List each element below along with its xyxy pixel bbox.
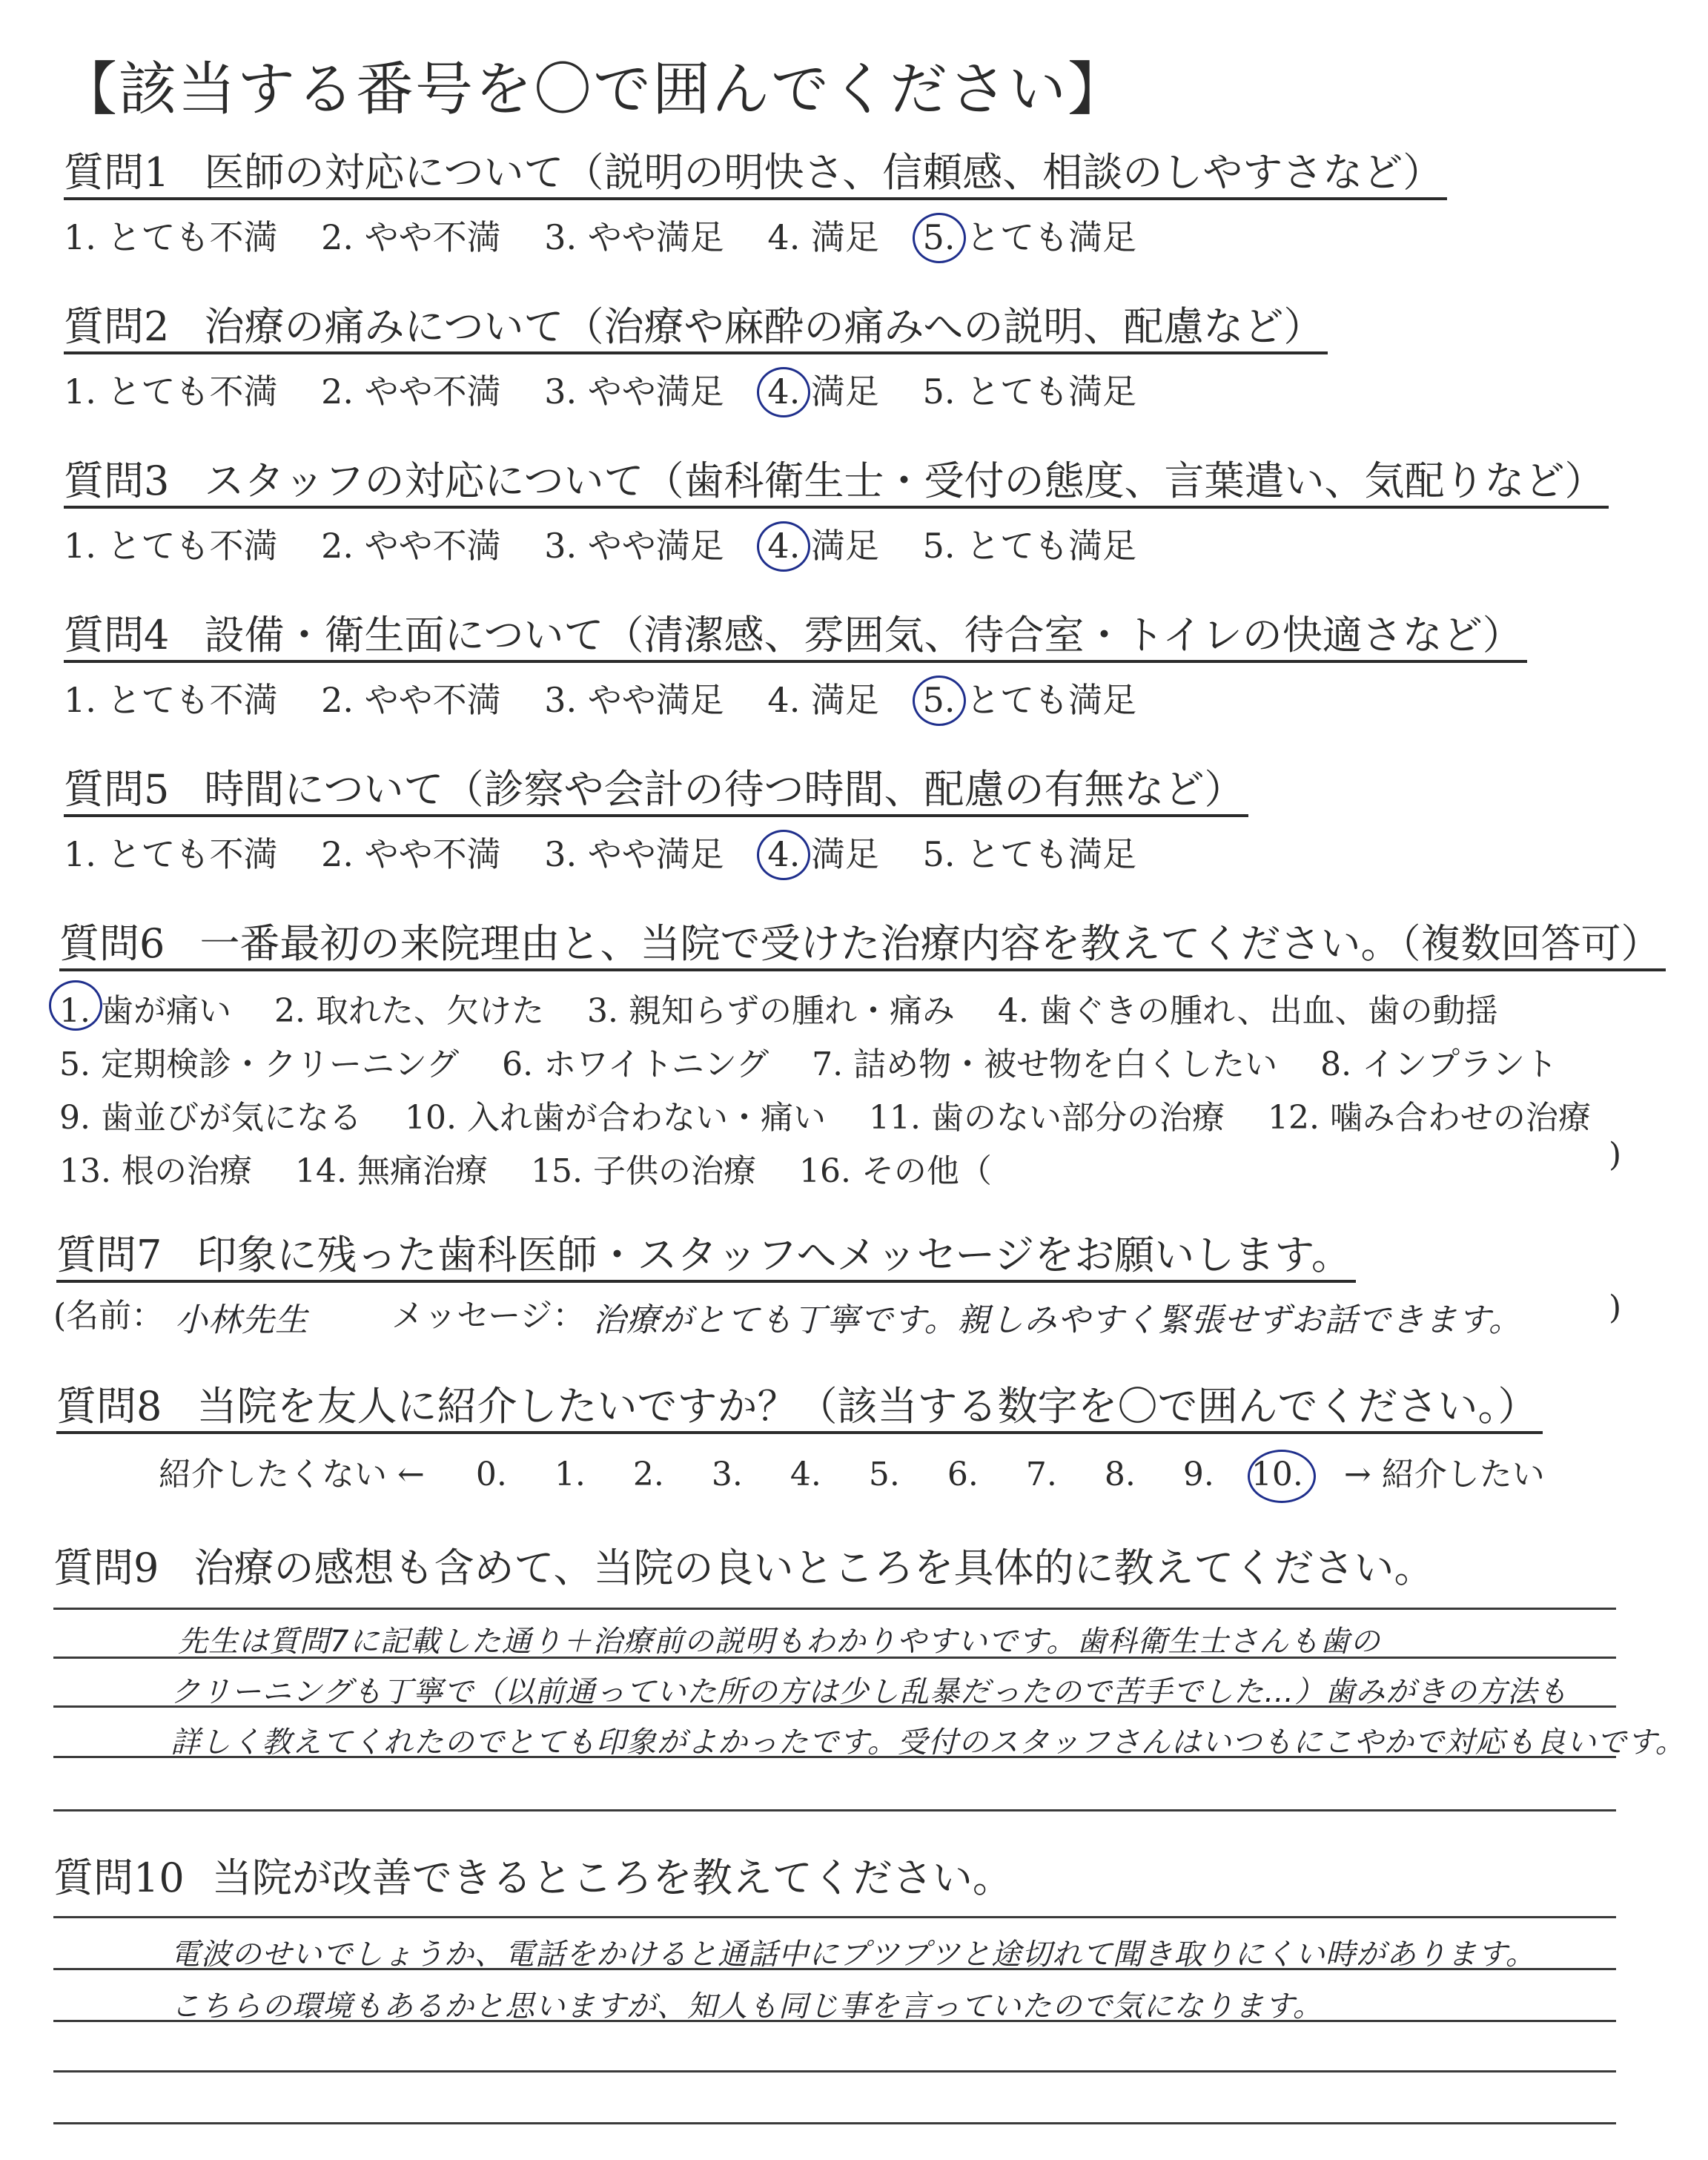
question-8-title: 質問8 当院を友人に紹介したいですか？（該当する数字を〇で囲んでください。） [56,1382,1543,1434]
q7-message-value[interactable]: 治療がとても丁寧です。親しみやすく緊張せずお話できます。 [593,1301,1522,1339]
selected-option: 1. [59,985,90,1038]
q6-row-2: 5. 定期検診・クリーニング 6. ホワイトニング 7. 詰め物・被せ物を白くしたい 8. インプラント [59,1046,1558,1083]
selected-option: 10. [1243,1456,1311,1493]
question-6-options[interactable] [59,985,1666,1198]
q7-message-label: メッセージ： [391,1297,586,1335]
q8-scale[interactable]: 紹介したくない ← 0. 1. 2. 3. 4. 5. 6. 7. 8. 9. 10. → 紹介したい [159,1447,1545,1495]
question-7-title: 質問7 印象に残った歯科医師・スタッフへメッセージをお願いします。 [56,1231,1356,1283]
form-title: 【該当する番号を〇で囲んでください】 [59,56,1128,123]
q9-answer-line-2[interactable]: クリーニングも丁寧で（以前通っていた所の方は少し乱暴だったので苦手でした…）歯みがきの方法も [171,1675,1569,1709]
q6-row-3: 9. 歯並びが気になる 10. 入れ歯が合わない・痛い 11. 歯のない部分の治療 12. 噛み合わせの治療 [59,1099,1591,1137]
q6-row-4: 13. 根の治療 14. 無痛治療 15. 子供の治療 16. その他（ [59,1152,992,1190]
q9-rule-1 [53,1608,1616,1610]
q8-left-label: 紹介したくない ← [159,1456,425,1493]
question-5-options[interactable]: 1. とても不満 2. やや不満 3. やや満足 4. 満足 5. とても満足 [64,834,1137,874]
question-10-title: 質問10 当院が改善できるところを教えてください。 [53,1855,1013,1901]
q8-right-label: → 紹介したい [1343,1456,1545,1493]
q6-row-1: 1. 歯が痛い 2. 取れた、欠けた 3. 親知らずの腫れ・痛み 4. 歯ぐきの腫れ、出血、歯の動揺 [59,985,1666,1038]
selected-option: 5. [922,680,956,720]
q9-answer-line-3[interactable]: 詳しく教えてくれたのでとても印象がよかったです。受付のスタッフさんはいつもにこやかで対応も良いです。 [171,1725,1686,1760]
question-3 [64,457,1609,568]
question-3-title: 質問3 スタッフの対応について（歯科衛生士・受付の態度、言葉遣い、気配りなど） [64,457,1609,509]
question-1-title: 質問1 医師の対応について（説明の明快さ、信頼感、相談のしやすさなど） [64,148,1447,200]
question-6-title: 質問6 一番最初の来院理由と、当院で受けた治療内容を教えてください。（複数回答可） [59,919,1666,971]
question-9-title: 質問9 治療の感想も含めて、当院の良いところを具体的に教えてください。 [53,1545,1434,1591]
question-2-title: 質問2 治療の痛みについて（治療や麻酔の痛みへの説明、配慮など） [64,303,1328,354]
q9-rule-5 [53,1809,1616,1811]
q10-rule-4 [53,2070,1616,2073]
question-2-options[interactable]: 1. とても不満 2. やや不満 3. やや満足 4. 満足 5. とても満足 [64,371,1137,412]
selected-option: 4. [767,834,801,874]
q9-answer-line-1[interactable]: 先生は質問7に記載した通り＋治療前の説明もわかりやすいです。歯科衛生士さんも歯の [178,1625,1381,1659]
q7-name-value[interactable]: 小林先生 [175,1301,308,1339]
q7-name-label: (名前： [53,1297,165,1335]
question-5 [64,765,1248,876]
q10-rule-5 [53,2122,1616,2124]
question-4-options[interactable]: 1. とても不満 2. やや不満 3. やや満足 4. 満足 5. とても満足 [64,680,1137,720]
q10-answer-line-1[interactable]: 電波のせいでしょうか、電話をかけると通話中にプツプツと途切れて聞き取りにくい時があります。 [171,1938,1536,1972]
selected-option: 4. [767,371,801,412]
question-1-options[interactable]: 1. とても不満 2. やや不満 3. やや満足 4. 満足 5. とても満足 [64,217,1137,257]
question-4 [64,611,1527,722]
selected-option: 4. [767,526,801,566]
q10-rule-1 [53,1916,1616,1918]
q7-close: ) [1609,1289,1622,1327]
selected-option: 5. [922,217,956,257]
question-3-options[interactable]: 1. とても不満 2. やや不満 3. やや満足 4. 満足 5. とても満足 [64,526,1137,566]
question-6 [59,919,1666,1198]
question-7 [56,1231,1356,1283]
question-1 [64,148,1447,260]
question-2 [64,303,1328,414]
q10-answer-line-2[interactable]: こちらの環境もあるかと思いますが、知人も同じ事を言っていたので気になります。 [171,1989,1323,2024]
question-5-title: 質問5 時間について（診察や会計の待つ時間、配慮の有無など） [64,765,1248,817]
question-8 [56,1382,1543,1434]
question-4-title: 質問4 設備・衛生面について（清潔感、雰囲気、待合室・トイレの快適さなど） [64,611,1527,663]
q6-other-close: ) [1609,1136,1622,1174]
